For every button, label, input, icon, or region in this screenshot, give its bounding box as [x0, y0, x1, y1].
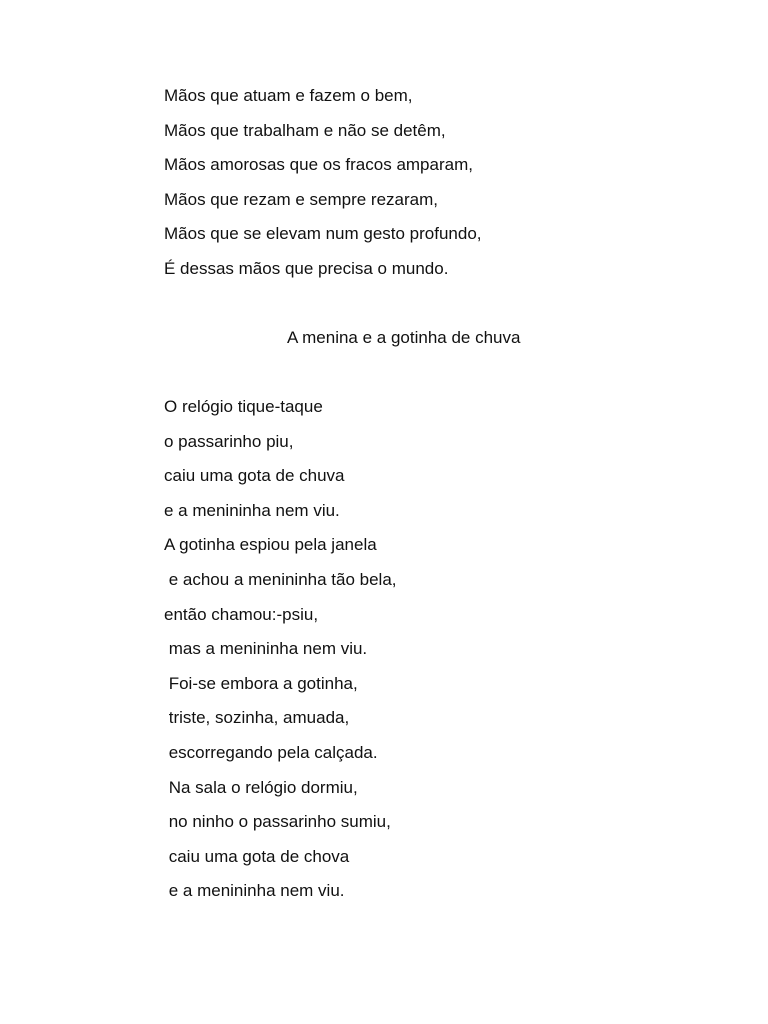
poem-line: e achou a menininha tão bela,: [164, 569, 397, 589]
poem-line: o passarinho piu,: [164, 431, 294, 451]
poem-line: Mãos que rezam e sempre rezaram,: [164, 189, 438, 209]
poem-line: Mãos que se elevam num gesto profundo,: [164, 224, 482, 244]
poem-raindrop-stanza: [164, 397, 724, 916]
poem-line: O relógio tique-taque: [164, 397, 323, 416]
poem-line: caiu uma gota de chova: [164, 846, 350, 866]
poem-line: triste, sozinha, amuada,: [164, 708, 350, 728]
poem-line: Mãos que trabalham e não se detêm,: [164, 120, 446, 140]
poem-title: A menina e a gotinha de chuva: [287, 328, 521, 347]
poem-line: Na sala o relógio dormiu,: [164, 777, 358, 797]
poem-line: escorregando pela calçada.: [164, 742, 378, 762]
poem-hands-stanza: [164, 86, 724, 294]
poem-line: no ninho o passarinho sumiu,: [164, 812, 391, 832]
poem-line: Mãos amorosas que os fracos amparam,: [164, 155, 473, 175]
poem-line: e a menininha nem viu.: [164, 500, 340, 520]
poem-line: mas a menininha nem viu.: [164, 639, 368, 659]
poem-line: A gotinha espiou pela janela: [164, 535, 377, 555]
poem-line: Mãos que atuam e fazem o bem,: [164, 86, 413, 105]
poem-line: É dessas mãos que precisa o mundo.: [164, 258, 449, 278]
poem-line: Foi-se embora a gotinha,: [164, 673, 358, 693]
poem-line: caiu uma gota de chuva: [164, 466, 345, 486]
poem-line: então chamou:-psiu,: [164, 604, 319, 624]
poem-line: e a menininha nem viu.: [164, 881, 345, 901]
